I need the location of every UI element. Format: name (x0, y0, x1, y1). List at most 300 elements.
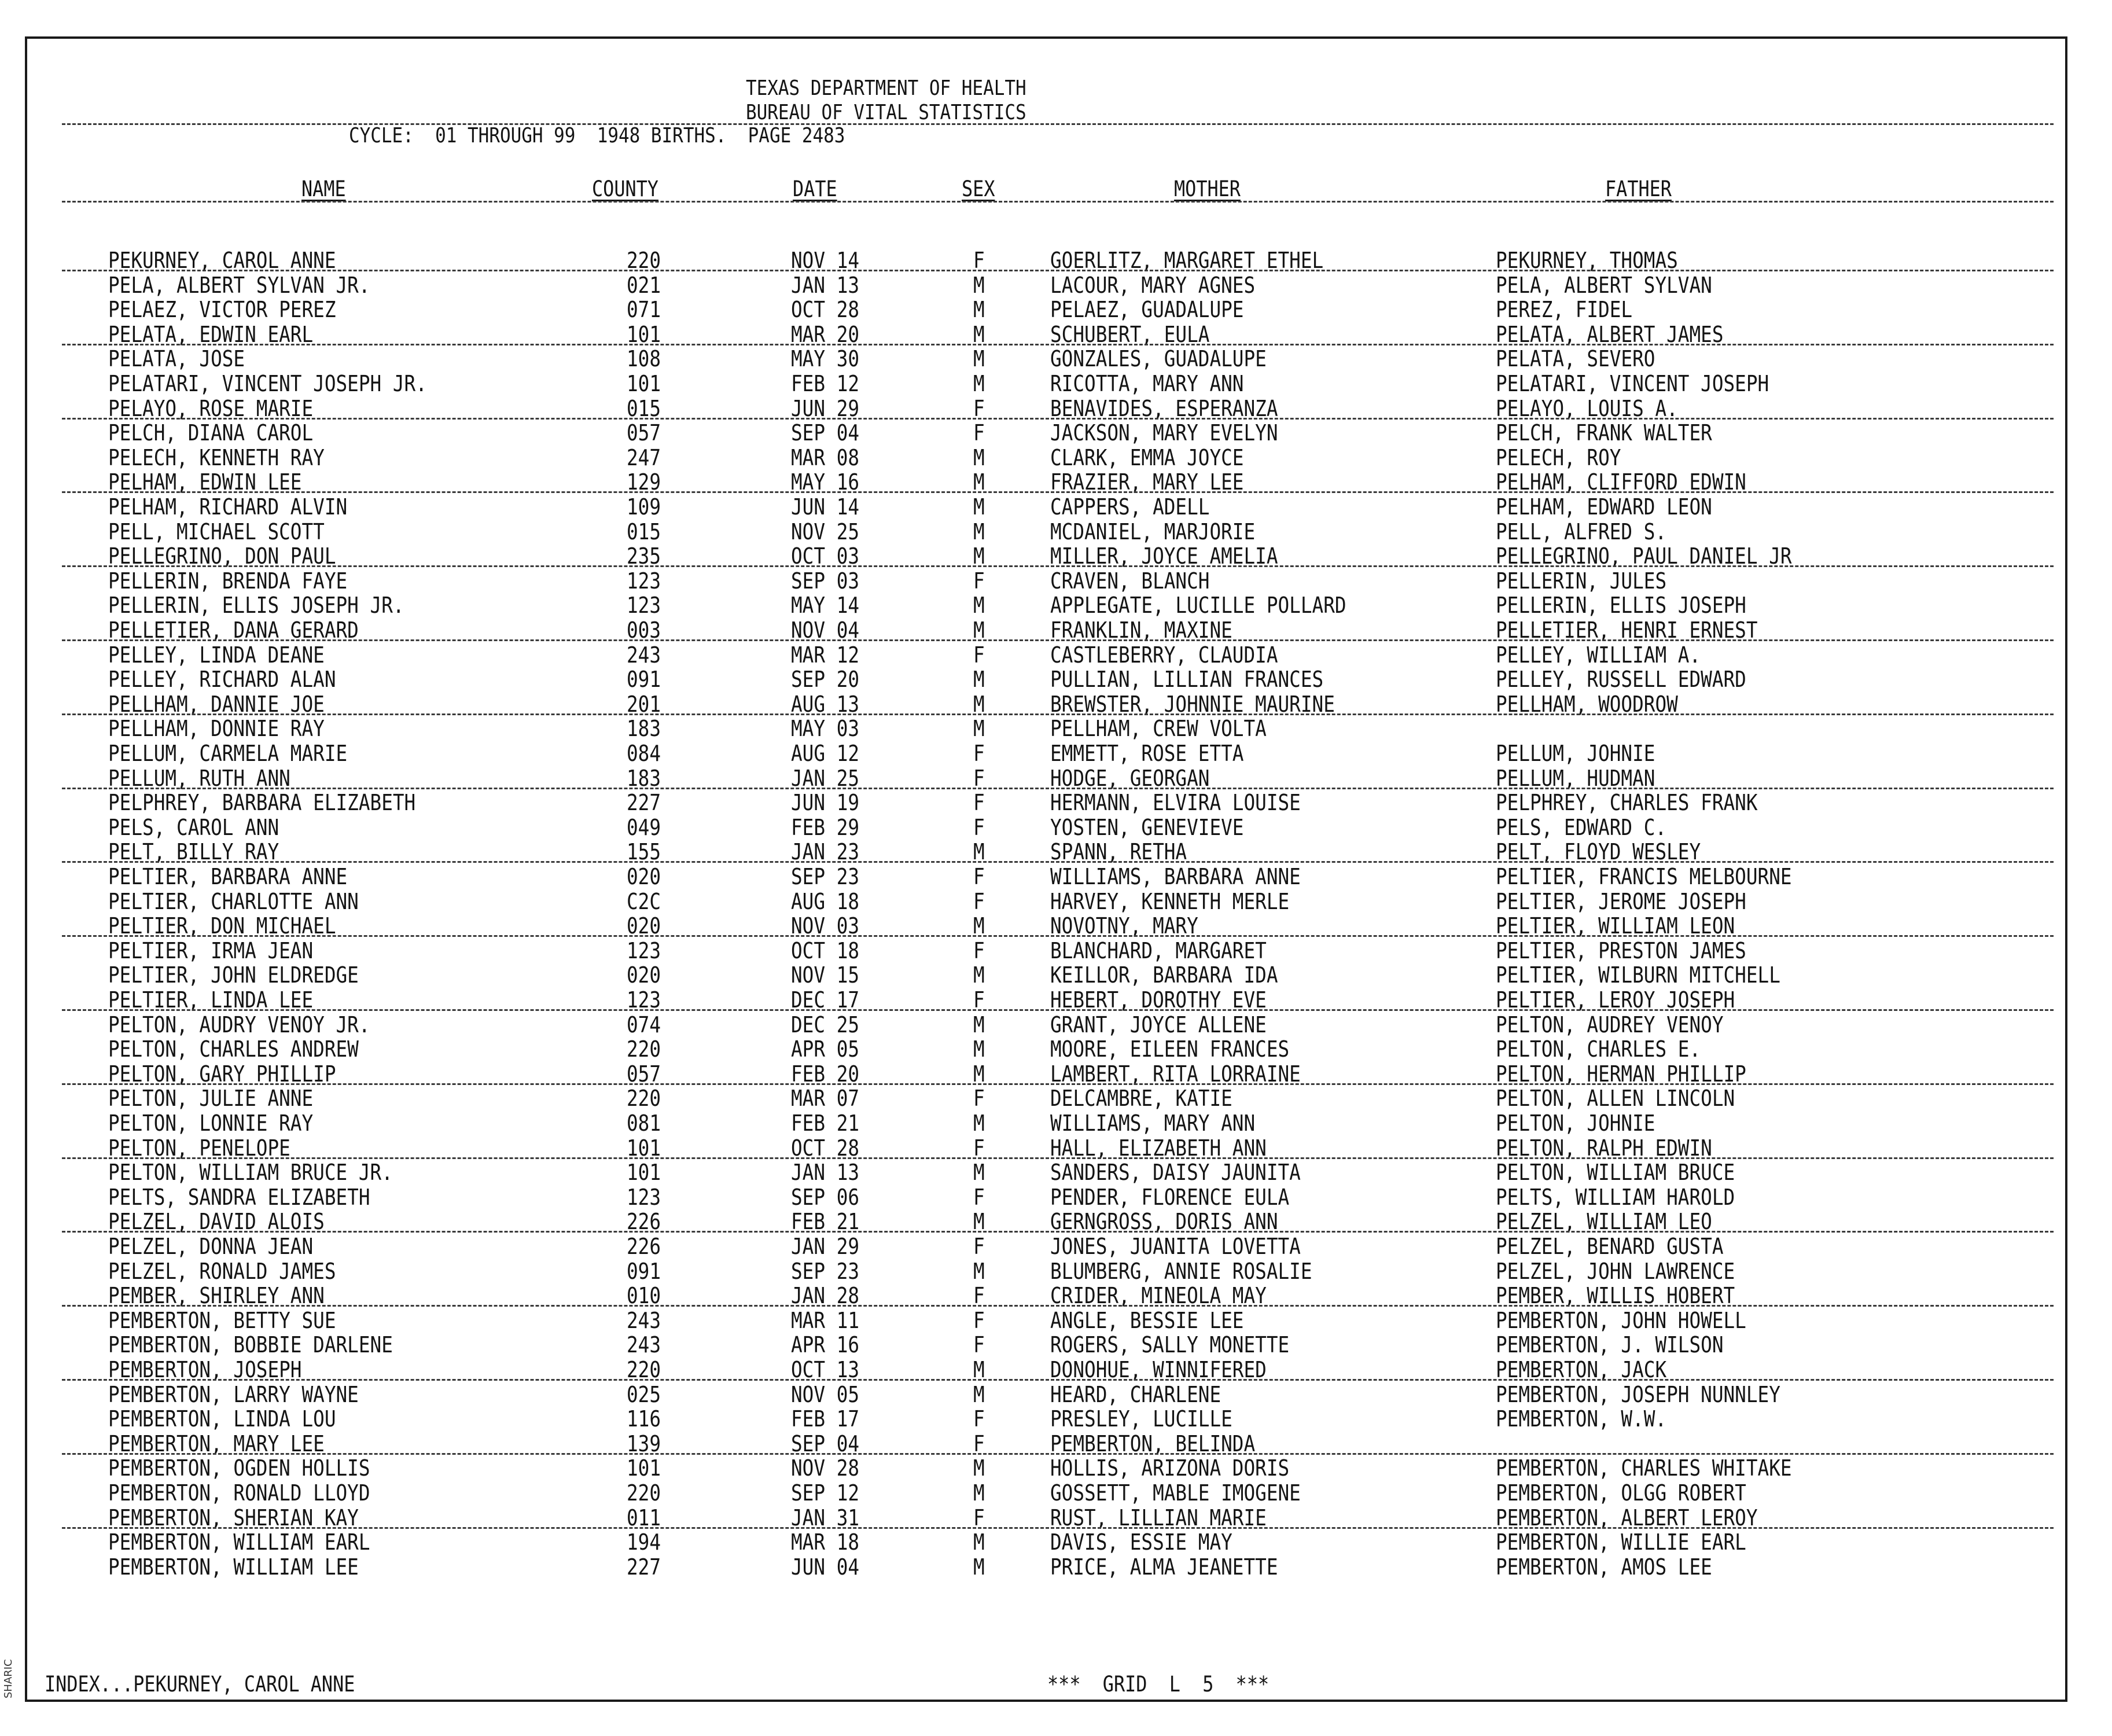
record-father: PELZEL, BENARD GUSTA (1496, 1234, 1724, 1259)
record-mother: MILLER, JOYCE AMELIA (1050, 543, 1278, 569)
record-father: PELTON, HERMAN PHILLIP (1496, 1061, 1746, 1087)
record-name: PELLUM, RUTH ANN (108, 765, 290, 791)
col-header-sex: SEX (962, 176, 995, 201)
record-father: PELCH, FRANK WALTER (1496, 420, 1712, 446)
row-separator-rule (62, 418, 2054, 420)
record-county: 220 (627, 1480, 661, 1506)
record-row (27, 1185, 2065, 1210)
row-separator-rule (62, 344, 2054, 345)
record-row (27, 741, 2065, 766)
record-row (27, 1111, 2065, 1136)
record-row (27, 815, 2065, 840)
record-father: PEMBER, WILLIS HOBERT (1496, 1283, 1735, 1309)
record-mother: HERMANN, ELVIRA LOUISE (1050, 790, 1301, 816)
record-name: PEMBERTON, BOBBIE DARLENE (108, 1332, 393, 1358)
record-father: PEMBERTON, J. WILSON (1496, 1332, 1724, 1358)
record-father: PEMBERTON, W.W. (1496, 1406, 1667, 1432)
record-date: NOV 15 (791, 962, 860, 988)
record-sex: F (973, 1234, 985, 1259)
record-name: PELHAM, EDWIN LEE (108, 469, 302, 495)
record-county: 227 (627, 1554, 661, 1580)
record-father: PELLETIER, HENRI ERNEST (1496, 617, 1758, 643)
record-county: 123 (627, 1184, 661, 1210)
record-sex: M (973, 444, 985, 470)
record-mother: HARVEY, KENNETH MERLE (1050, 888, 1290, 914)
record-father: PELTIER, FRANCIS MELBOURNE (1496, 864, 1792, 889)
record-county: 081 (627, 1110, 661, 1136)
record-mother: SANDERS, DAISY JAUNITA (1050, 1160, 1301, 1186)
record-date: JUN 04 (791, 1554, 860, 1580)
record-name: PELL, MICHAEL SCOTT (108, 518, 325, 545)
record-sex: M (973, 839, 985, 865)
bureau-title: BUREAU OF VITAL STATISTICS (746, 101, 1026, 124)
record-name: PEMBERTON, LARRY WAYNE (108, 1381, 359, 1407)
record-date: AUG 18 (791, 888, 860, 914)
record-name: PEMBERTON, JOSEPH (108, 1357, 302, 1382)
record-mother: PENDER, FLORENCE EULA (1050, 1184, 1290, 1210)
record-mother: GONZALES, GUADALUPE (1050, 346, 1267, 372)
record-mother: EMMETT, ROSE ETTA (1050, 741, 1244, 766)
record-sex: F (973, 1332, 985, 1358)
col-header-county: COUNTY (592, 176, 658, 201)
record-name: PELTON, JULIE ANNE (108, 1086, 314, 1112)
record-date: SEP 03 (791, 568, 860, 594)
record-mother: BLANCHARD, MARGARET (1050, 937, 1267, 963)
record-row (27, 939, 2065, 963)
record-row (27, 1013, 2065, 1038)
record-sex: M (973, 1455, 985, 1481)
record-sex: F (973, 741, 985, 766)
record-date: OCT 18 (791, 937, 860, 963)
record-row (27, 470, 2065, 495)
record-county: 101 (627, 1455, 661, 1481)
row-separator-rule (62, 565, 2054, 567)
record-county: 226 (627, 1234, 661, 1259)
record-father: PELTIER, LEROY JOSEPH (1496, 987, 1735, 1013)
record-mother: BREWSTER, JOHNNIE MAURINE (1050, 691, 1335, 717)
record-date: APR 05 (791, 1036, 860, 1062)
record-father: PELTON, CHARLES E. (1496, 1036, 1701, 1062)
record-date: OCT 03 (791, 543, 860, 569)
record-county: 109 (627, 494, 661, 520)
record-father: PELATA, ALBERT JAMES (1496, 321, 1724, 347)
record-mother: DAVIS, ESSIE MAY (1050, 1529, 1232, 1555)
record-county: 020 (627, 913, 661, 939)
record-mother: ANGLE, BESSIE LEE (1050, 1307, 1244, 1333)
record-mother: HEBERT, DOROTHY EVE (1050, 987, 1267, 1013)
record-name: PELS, CAROL ANN (108, 814, 279, 840)
record-county: 220 (627, 1357, 661, 1382)
record-father: PELTON, ALLEN LINCOLN (1496, 1086, 1735, 1112)
record-name: PELLEY, LINDA DEANE (108, 642, 325, 668)
record-sex: M (973, 1529, 985, 1555)
record-sex: M (973, 691, 985, 717)
record-mother: CAPPERS, ADELL (1050, 494, 1210, 520)
record-sex: F (973, 248, 985, 273)
record-county: 015 (627, 518, 661, 545)
printout-page (25, 36, 2067, 1702)
record-county: 091 (627, 1258, 661, 1284)
index-label: INDEX...PEKURNEY, CAROL ANNE (45, 1672, 355, 1697)
record-row (27, 1234, 2065, 1259)
record-father: PEKURNEY, THOMAS (1496, 248, 1678, 273)
record-sex: M (973, 1110, 985, 1136)
record-row (27, 1555, 2065, 1580)
record-county: 123 (627, 937, 661, 963)
record-sex: F (973, 420, 985, 446)
record-name: PEMBERTON, WILLIAM LEE (108, 1554, 359, 1580)
record-row (27, 297, 2065, 322)
record-name: PELTON, PENELOPE (108, 1135, 290, 1161)
record-sex: M (973, 1554, 985, 1580)
row-separator-rule (62, 1157, 2054, 1159)
record-name: PEMBERTON, OGDEN HOLLIS (108, 1455, 370, 1481)
record-row (27, 618, 2065, 643)
record-county: 220 (627, 1036, 661, 1062)
record-county: 108 (627, 346, 661, 372)
record-father: PELHAM, EDWARD LEON (1496, 494, 1712, 520)
record-county: 155 (627, 839, 661, 865)
record-date: MAY 30 (791, 346, 860, 372)
record-father: PELPHREY, CHARLES FRANK (1496, 790, 1758, 816)
record-mother: GRANT, JOYCE ALLENE (1050, 1012, 1267, 1038)
record-father: PELTON, WILLIAM BRUCE (1496, 1160, 1735, 1186)
record-father: PELTON, RALPH EDWIN (1496, 1135, 1712, 1161)
row-separator-rule (62, 1009, 2054, 1011)
record-sex: M (973, 272, 985, 298)
record-father: PEMBERTON, CHARLES WHITAKE (1496, 1455, 1792, 1481)
record-father: PEMBERTON, WILLIE EARL (1496, 1529, 1746, 1555)
record-row (27, 1530, 2065, 1555)
record-row (27, 1062, 2065, 1087)
record-father: PEMBERTON, AMOS LEE (1496, 1554, 1712, 1580)
record-row (27, 520, 2065, 545)
record-name: PELECH, KENNETH RAY (108, 444, 325, 470)
record-sex: F (973, 790, 985, 816)
record-county: 123 (627, 987, 661, 1013)
cycle-line: CYCLE: 01 THROUGH 99 1948 BIRTHS. PAGE 2483 (349, 124, 845, 148)
record-mother: HALL, ELIZABETH ANN (1050, 1135, 1267, 1161)
record-mother: BLUMBERG, ANNIE ROSALIE (1050, 1258, 1312, 1284)
record-sex: M (973, 1357, 985, 1382)
record-date: FEB 17 (791, 1406, 860, 1432)
record-row (27, 766, 2065, 791)
record-name: PELTIER, IRMA JEAN (108, 937, 314, 963)
record-name: PELATA, EDWIN EARL (108, 321, 314, 347)
record-row (27, 865, 2065, 889)
record-sex: M (973, 1258, 985, 1284)
record-mother: KEILLOR, BARBARA IDA (1050, 962, 1278, 988)
row-separator-rule (62, 491, 2054, 493)
record-sex: F (973, 888, 985, 914)
record-name: PEKURNEY, CAROL ANNE (108, 248, 336, 273)
row-separator-rule (62, 639, 2054, 641)
record-mother: MCDANIEL, MARJORIE (1050, 518, 1256, 545)
record-father: PEMBERTON, JACK (1496, 1357, 1667, 1382)
record-row (27, 347, 2065, 372)
agency-title: TEXAS DEPARTMENT OF HEALTH (746, 76, 1026, 100)
record-row (27, 495, 2065, 520)
record-name: PELLEGRINO, DON PAUL (108, 543, 336, 569)
record-father: PELLERIN, ELLIS JOSEPH (1496, 593, 1746, 619)
record-date: NOV 04 (791, 617, 860, 643)
record-name: PEMBERTON, SHERIAN KAY (108, 1505, 359, 1531)
record-mother: CRAVEN, BLANCH (1050, 568, 1210, 594)
record-sex: F (973, 568, 985, 594)
record-mother: CLARK, EMMA JOYCE (1050, 444, 1244, 470)
record-date: AUG 12 (791, 741, 860, 766)
record-sex: M (973, 1480, 985, 1506)
col-header-father: FATHER (1605, 176, 1672, 201)
record-date: APR 16 (791, 1332, 860, 1358)
record-name: PEMBERTON, RONALD LLOYD (108, 1480, 370, 1506)
record-mother: JONES, JUANITA LOVETTA (1050, 1234, 1301, 1259)
record-date: JUN 19 (791, 790, 860, 816)
row-separator-rule (62, 1379, 2054, 1381)
record-sex: F (973, 1307, 985, 1333)
record-county: 101 (627, 1160, 661, 1186)
record-county: 091 (627, 667, 661, 693)
record-date: NOV 14 (791, 248, 860, 273)
record-county: 011 (627, 1505, 661, 1531)
record-date: JAN 23 (791, 839, 860, 865)
record-sex: F (973, 987, 985, 1013)
record-father: PEMBERTON, JOHN HOWELL (1496, 1307, 1746, 1333)
record-sex: F (973, 765, 985, 791)
row-separator-rule (62, 1305, 2054, 1307)
record-date: FEB 29 (791, 814, 860, 840)
record-mother: RICOTTA, MARY ANN (1050, 371, 1244, 396)
record-county: 123 (627, 568, 661, 594)
record-row (27, 1283, 2065, 1308)
record-name: PELATA, JOSE (108, 346, 245, 372)
record-row (27, 322, 2065, 347)
record-row (27, 1358, 2065, 1382)
col-header-mother: MOTHER (1174, 176, 1241, 201)
record-row (27, 716, 2065, 741)
record-date: AUG 13 (791, 691, 860, 717)
record-row (27, 1160, 2065, 1185)
record-mother: PULLIAN, LILLIAN FRANCES (1050, 667, 1324, 693)
record-sex: M (973, 1209, 985, 1235)
record-county: 183 (627, 765, 661, 791)
record-sex: F (973, 864, 985, 889)
record-father: PELA, ALBERT SYLVAN (1496, 272, 1712, 298)
row-separator-rule (62, 1231, 2054, 1233)
record-sex: M (973, 321, 985, 347)
record-name: PELTON, LONNIE RAY (108, 1110, 314, 1136)
record-sex: F (973, 814, 985, 840)
record-county: 025 (627, 1381, 661, 1407)
record-date: SEP 12 (791, 1480, 860, 1506)
record-county: 194 (627, 1529, 661, 1555)
col-header-date: DATE (793, 176, 837, 201)
record-father: PEMBERTON, JOSEPH NUNNLEY (1496, 1381, 1780, 1407)
record-date: DEC 25 (791, 1012, 860, 1038)
record-mother: DONOHUE, WINNIFERED (1050, 1357, 1267, 1382)
record-name: PELTIER, LINDA LEE (108, 987, 314, 1013)
record-county: 074 (627, 1012, 661, 1038)
record-county: 235 (627, 543, 661, 569)
record-mother: FRANKLIN, MAXINE (1050, 617, 1232, 643)
row-separator-rule (62, 270, 2054, 271)
record-name: PELLETIER, DANA GERARD (108, 617, 359, 643)
record-name: PELCH, DIANA CAROL (108, 420, 314, 446)
record-father: PELTIER, PRESTON JAMES (1496, 937, 1746, 963)
record-father: PEMBERTON, ALBERT LEROY (1496, 1505, 1758, 1531)
record-row (27, 692, 2065, 717)
record-row (27, 593, 2065, 618)
record-mother: PELAEZ, GUADALUPE (1050, 297, 1244, 323)
record-county: 101 (627, 1135, 661, 1161)
record-father: PELAYO, LOUIS A. (1496, 395, 1678, 421)
record-row (27, 963, 2065, 988)
record-sex: M (973, 1381, 985, 1407)
record-father: PEREZ, FIDEL (1496, 297, 1633, 323)
record-mother: LACOUR, MARY AGNES (1050, 272, 1256, 298)
birth-records (27, 39, 2065, 1700)
record-mother: GOSSETT, MABLE IMOGENE (1050, 1480, 1301, 1506)
record-row (27, 1506, 2065, 1531)
record-date: JUN 14 (791, 494, 860, 520)
record-name: PELTIER, JOHN ELDREDGE (108, 962, 359, 988)
record-date: MAY 03 (791, 716, 860, 742)
record-date: OCT 28 (791, 297, 860, 323)
record-row (27, 1259, 2065, 1284)
record-row (27, 1407, 2065, 1432)
record-mother: LAMBERT, RITA LORRAINE (1050, 1061, 1301, 1087)
record-date: NOV 25 (791, 518, 860, 545)
record-county: 139 (627, 1430, 661, 1457)
record-row (27, 1481, 2065, 1506)
row-separator-rule (62, 1527, 2054, 1529)
record-sex: F (973, 1505, 985, 1531)
record-mother: FRAZIER, MARY LEE (1050, 469, 1244, 495)
record-name: PELLHAM, DANNIE JOE (108, 691, 325, 717)
record-sex: M (973, 716, 985, 742)
record-county: 020 (627, 962, 661, 988)
record-county: 101 (627, 321, 661, 347)
record-date: NOV 03 (791, 913, 860, 939)
record-mother: PRICE, ALMA JEANETTE (1050, 1554, 1278, 1580)
record-row (27, 372, 2065, 396)
record-name: PELLHAM, DONNIE RAY (108, 716, 325, 742)
record-sex: M (973, 617, 985, 643)
record-name: PELZEL, DAVID ALOIS (108, 1209, 325, 1235)
record-sex: F (973, 642, 985, 668)
record-father: PELLUM, HUDMAN (1496, 765, 1655, 791)
record-father: PELTIER, JEROME JOSEPH (1496, 888, 1746, 914)
record-name: PELA, ALBERT SYLVAN JR. (108, 272, 370, 298)
record-father: PELTIER, WILLIAM LEON (1496, 913, 1735, 939)
record-row (27, 421, 2065, 446)
row-separator-rule (62, 861, 2054, 863)
row-separator-rule (62, 1083, 2054, 1085)
record-sex: M (973, 469, 985, 495)
record-sex: F (973, 1430, 985, 1457)
record-county: 201 (627, 691, 661, 717)
record-row (27, 396, 2065, 421)
record-row (27, 1456, 2065, 1481)
record-date: MAR 11 (791, 1307, 860, 1333)
record-mother: HOLLIS, ARIZONA DORIS (1050, 1455, 1290, 1481)
record-date: JUN 29 (791, 395, 860, 421)
record-county: 129 (627, 469, 661, 495)
record-father: PELHAM, CLIFFORD EDWIN (1496, 469, 1746, 495)
record-name: PELPHREY, BARBARA ELIZABETH (108, 790, 416, 816)
record-sex: F (973, 1086, 985, 1112)
record-name: PELLUM, CARMELA MARIE (108, 741, 348, 766)
row-separator-rule (62, 788, 2054, 789)
record-row (27, 667, 2065, 692)
record-mother: WILLIAMS, MARY ANN (1050, 1110, 1256, 1136)
record-sex: M (973, 962, 985, 988)
record-mother: APPLEGATE, LUCILLE POLLARD (1050, 593, 1346, 619)
record-mother: HEARD, CHARLENE (1050, 1381, 1221, 1407)
record-sex: M (973, 1160, 985, 1186)
record-name: PELTS, SANDRA ELIZABETH (108, 1184, 370, 1210)
record-row (27, 569, 2065, 594)
record-date: MAR 20 (791, 321, 860, 347)
record-county: 220 (627, 1086, 661, 1112)
record-name: PEMBER, SHIRLEY ANN (108, 1283, 325, 1309)
row-separator-rule (62, 713, 2054, 715)
record-county: 220 (627, 248, 661, 273)
record-father: PELLEGRINO, PAUL DANIEL JR (1496, 543, 1792, 569)
record-sex: M (973, 1012, 985, 1038)
record-county: 057 (627, 420, 661, 446)
record-name: PEMBERTON, LINDA LOU (108, 1406, 336, 1432)
row-separator-rule (62, 1453, 2054, 1455)
col-header-name: NAME (301, 176, 346, 201)
record-name: PELLERIN, ELLIS JOSEPH JR. (108, 593, 404, 619)
record-row (27, 446, 2065, 470)
record-county: 183 (627, 716, 661, 742)
record-father: PELTIER, WILBURN MITCHELL (1496, 962, 1780, 988)
record-mother: PELLHAM, CREW VOLTA (1050, 716, 1267, 742)
record-mother: NOVOTNY, MARY (1050, 913, 1198, 939)
record-mother: DELCAMBRE, KATIE (1050, 1086, 1232, 1112)
grid-label: *** GRID L 5 *** (1047, 1672, 1270, 1697)
record-row (27, 1308, 2065, 1333)
record-date: NOV 28 (791, 1455, 860, 1481)
record-date: OCT 13 (791, 1357, 860, 1382)
record-mother: ROGERS, SALLY MONETTE (1050, 1332, 1290, 1358)
record-mother: PEMBERTON, BELINDA (1050, 1430, 1256, 1457)
record-name: PELTIER, CHARLOTTE ANN (108, 888, 359, 914)
record-county: 243 (627, 642, 661, 668)
record-name: PELT, BILLY RAY (108, 839, 279, 865)
record-date: FEB 21 (791, 1209, 860, 1235)
record-county: 247 (627, 444, 661, 470)
record-county: 021 (627, 272, 661, 298)
record-mother: YOSTEN, GENEVIEVE (1050, 814, 1244, 840)
record-date: JAN 13 (791, 272, 860, 298)
side-stamp: SHARIC (2, 1659, 14, 1698)
record-county: 084 (627, 741, 661, 766)
record-county: 123 (627, 593, 661, 619)
record-county: 227 (627, 790, 661, 816)
record-father: PEMBERTON, OLGG ROBERT (1496, 1480, 1746, 1506)
record-father: PELTON, AUDREY VENOY (1496, 1012, 1724, 1038)
record-mother: GERNGROSS, DORIS ANN (1050, 1209, 1278, 1235)
record-county: 116 (627, 1406, 661, 1432)
record-date: SEP 23 (791, 864, 860, 889)
record-father: PELZEL, JOHN LAWRENCE (1496, 1258, 1735, 1284)
record-date: MAR 08 (791, 444, 860, 470)
record-sex: M (973, 371, 985, 396)
record-date: JAN 28 (791, 1283, 860, 1309)
